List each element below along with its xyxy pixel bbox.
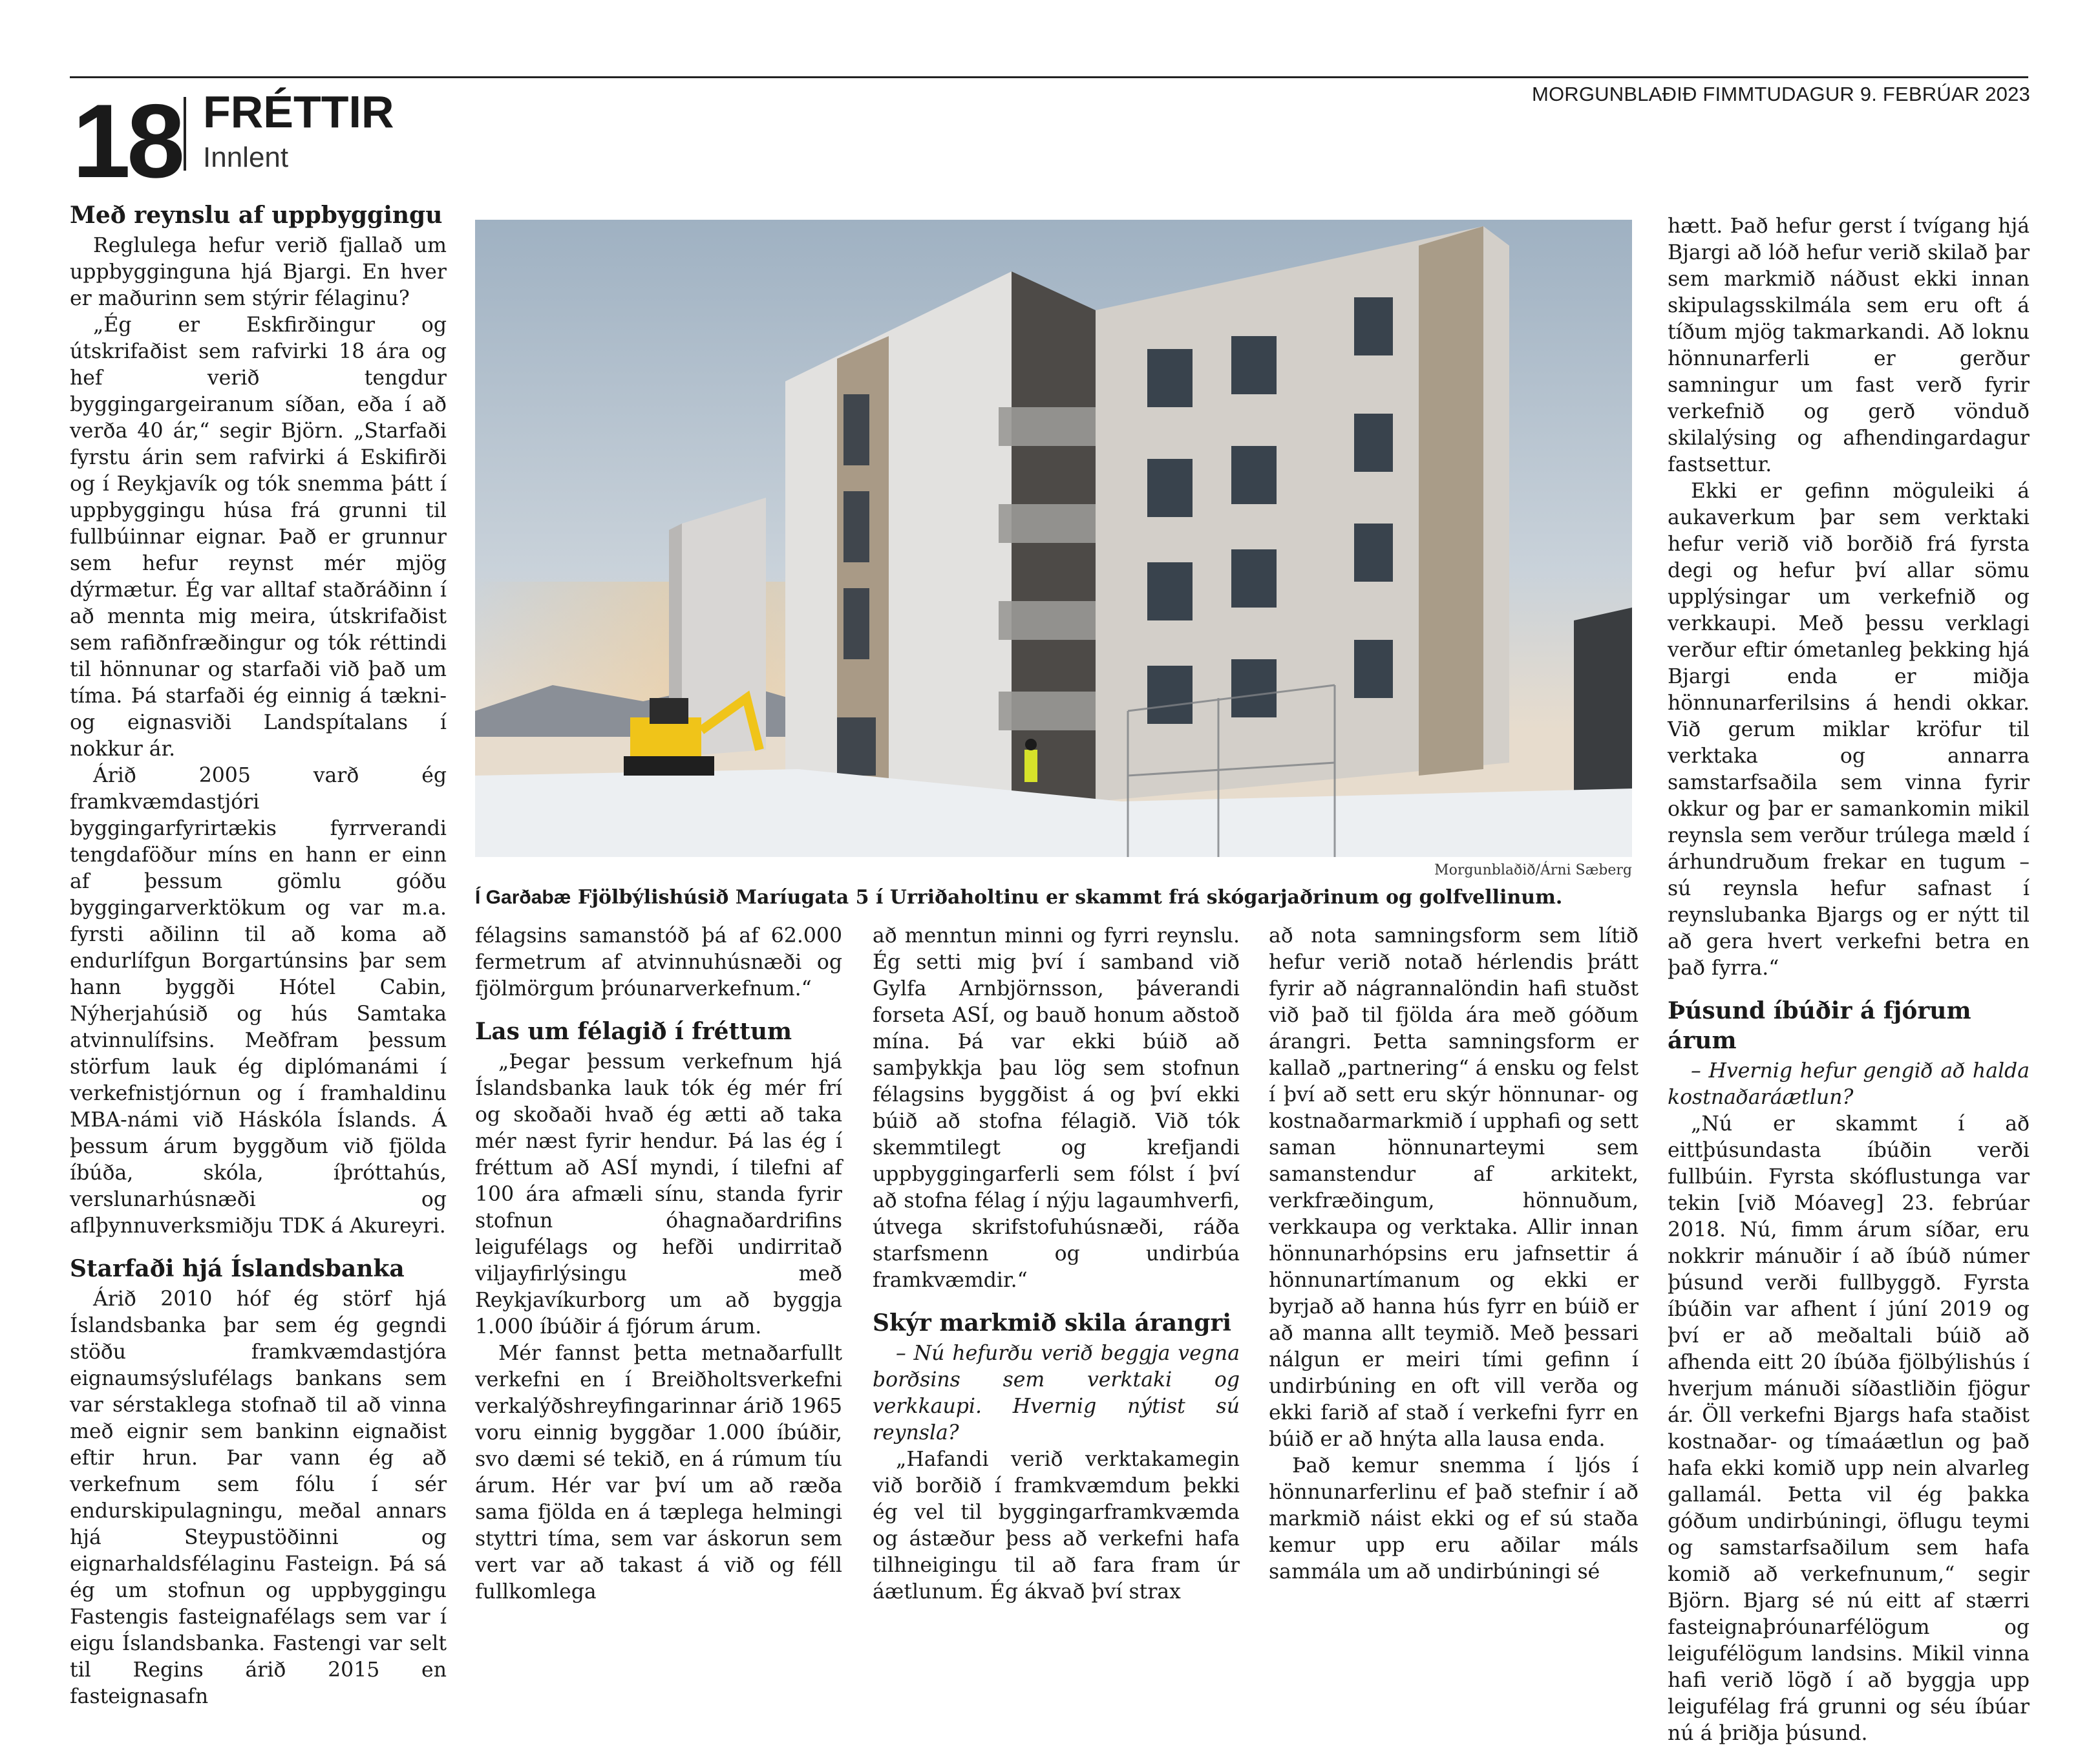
paragraph: að menntun minni og fyrri reynslu. Ég setti mig því í samband við Gylfa Arnbjörnsson, þáverandi forseta ASÍ, og bauð honum aðstoð mína. Þá var ekki búið að samþykkja þau lög sem stofnun félagsins byggðist á og því ekki búið að stofna félagið. Við tók skemmtilegt og krefjandi uppbyggingarferli sem fólst í því að stofna félag í nýju lagaumhverfi, útvega skrifstofuhúsnæði, ráða starfsmenn og undirbúa framkvæmdir.“: [873, 924, 1240, 1292]
photo-credit: Morgunblaðið/Árni Sæberg: [1434, 862, 1632, 878]
paragraph: Reglulega hefur verið fjallað um uppbygginguna hjá Bjargi. En hver er maðurinn sem stýrir félaginu?: [70, 234, 447, 310]
paragraph: Það kemur snemma í ljós í hönnunarferlinu ef það stefnir í að markmið náist ekki og ef sú staða kemur upp eru aðilar máls sammála um að undirbúningi sé: [1269, 1454, 1639, 1583]
building-photo: [475, 220, 1632, 857]
photo-caption: [475, 885, 1639, 910]
subheading: Þúsund íbúðir á fjórum árum: [1668, 997, 1971, 1054]
caption-text: Fjölbýlishúsið Maríugata 5 í Urriðaholtinu er skammt frá skógarjaðrinum og golfvellinum.: [571, 886, 1563, 909]
paragraph: „Þegar þessum verkefnum hjá Íslandsbanka lauk tók ég mér frí og skoðaði hvað ég ætti að taka mér næst fyrir hendur. Þá las ég í fréttum að ASÍ myndi, í tilefni af 100 ára afmæli sínu, standa fyrir stofnun óhagnaðardrifins leigufélags og hefði undirritað viljayfirlýsingu með Reykjavíkurborg um að byggja 1.000 íbúðir á fjórum árum.: [475, 1050, 842, 1339]
article-column-1: [70, 200, 447, 1708]
section-subtitle: Innlent: [203, 142, 289, 173]
paragraph: „Hafandi verið verktakamegin við borðið í framkvæmdum þekki ég vel til byggingarframkvæmda og ástæður þess að verkefni hafa tilhneigingu til að fara fram úr áætlunum. Ég ákvað því strax: [873, 1448, 1240, 1604]
article-column-5: [1668, 213, 2030, 1745]
paragraph: „Nú er skammt í að eittþúsundasta íbúðin verði fullbúin. Fyrsta skóflustunga var tekin [við Móaveg] 23. febrúar 2018. Nú, fimm árum síðar, eru nokkrir mánuðir í að íbúð númer þúsund verði fullbyggð. Fyrsta íbúðin var afhent í júní 2019 og því er að meðaltali búið að afhenda eitt 20 íbúða fjölbýlishús í hverjum mánuði síðastliðin fjögur ár. Öll verkefni Bjargs hafa staðist kostnaðar- og tímaáætlun og það hafa ekki komið upp nein alvarleg gallamál. Þetta vil ég þakka góðum undirbúningi, öflugu teymi og samstarfsaðilum sem hafa komið að verkefnunum,“ segir Björn. Bjarg sé nú eitt af stærri fasteignaþróunarfélögum og leigufélögum landsins. Mikil vinna hafi verið lögð í að byggja upp leigufélag frá grunni og séu íbúar nú á þriðja þúsund.: [1668, 1112, 2030, 1745]
section-title: FRÉTTIR: [203, 87, 394, 137]
subheading: Með reynslu af uppbyggingu: [70, 202, 443, 229]
masthead: MORGUNBLAÐIÐ FIMMTUDAGUR 9. FEBRÚAR 2023: [1531, 83, 2030, 105]
article-column-2: [475, 923, 842, 1604]
building-illustration: [475, 220, 1632, 857]
paragraph: Ekki er gefinn möguleiki á aukaverkum þar sem verktaki hefur verið við borðið frá fyrsta degi og hefur því allar sömu upplýsingar um verkefnið og verkkaupi. Með þessu verklagi verður eftir ómetanleg þekking hjá Bjargi enda er miðja hönnunarferilsins á hendi okkar. Við gerum miklar kröfur til verktaka og annarra samstarfsaðila sem vinna fyrir okkur og þar er samankomin mikil reynsla sem verður trúlega mæld í árhundruðum frekar en tugum – sú reynsla hefur safnast í reynslubanka Bjargs og er nýtt til að gera hvert verkefni betra en það fyrra.“: [1668, 480, 2030, 980]
paragraph: Árið 2010 hóf ég störf hjá Íslandsbanka þar sem ég gegndi stöðu framkvæmdastjóra eignaumsýslufélags bankans sem var sérstaklega stofnað til að vinna með eignir sem bankinn eignaðist eftir hrun. Þar vann ég að verkefnum sem fólu í sér endurskipulagningu, meðal annars hjá Steypustöðinni og eignarhaldsfélaginu Fasteign. Þá sá ég um stofnun og uppbyggingu Fastengis fasteignafélags sem var í eigu Íslandsbanka. Fastengi var selt til Regins árið 2015 en fasteignasafn: [70, 1287, 447, 1708]
page-number: 18: [72, 83, 182, 200]
paragraph: „Ég er Eskfirðingur og útskrifaðist sem rafvirki 18 ára og hef verið tengdur byggingargeiranum síðan, eða í að verða 40 ár,“ segir Björn. „Starfaði fyrstu árin sem rafvirki á Eskifirði og í Reykjavík og tók snemma þátt í uppbyggingu húsa frá grunni til fullbúinnar eignar. Það er grunnur sem hefur reynst mér mjög dýrmætur. Ég var alltaf staðráðinn í að mennta mig meira, útskrifaðist sem rafiðnfræðingur og tók réttindi til hönnunar og starfaði við það um tíma. Þá starfaði ég einnig á tækni- og eignasviði Landspítalans í nokkur ár.: [70, 313, 447, 761]
top-rule: [70, 76, 2028, 78]
caption-lead: Í Garðabæ: [475, 887, 571, 908]
paragraph: Mér fannst þetta metnaðarfullt verkefni en í Breiðholtsverkefni verkalýðshreyfingarinnar árið 1965 voru einnig byggðar 1.000 íbúðir, svo dæmi sé tekið, en á rúmum tíu árum. Hér var því um að ræða sama fjölda en á tæplega helmingi styttri tíma, sem var áskorun sem vert var að takast á við og féll fullkomlega: [475, 1342, 842, 1604]
interview-question: – Nú hefurðu verið beggja vegna borðsins sem verktaki og verkkaupi. Hvernig nýtist sú reynsla?: [873, 1342, 1240, 1445]
paragraph: að nota samningsform sem lítið hefur verið notað hérlendis þrátt fyrir að nágrannalöndin hafi stuðst við það til fjölda ára með góðum árangri. Þetta samningsform er kallað „partnering“ á ensku og felst í því að sett eru skýr hönnunar- og kostnaðarmarkmið í upphafi og sett saman hönnunarteymi sem samanstendur af arkitekt, verkfræðingum, hönnuðum, verkkaupa og verktaka. Allir innan hönnunarhópsins eru jafnsettir á hönnunartímanum og ekki er byrjað að hanna hús fyrr en búið er að manna allt teymið. Með þessari nálgun er meiri tími gefinn í undirbúning en oft vill verða og ekki farið af stað í verkefni fyrr en búið er að hnýta alla lausa enda.: [1269, 924, 1639, 1451]
header-divider: [184, 97, 186, 171]
subheading: Skýr markmið skila árangri: [873, 1309, 1232, 1337]
subheading: Las um félagið í fréttum: [475, 1018, 792, 1045]
interview-question: – Hvernig hefur gengið að halda kostnaðaráætlun?: [1668, 1059, 2030, 1109]
article-column-4: [1269, 923, 1639, 1583]
paragraph: hætt. Það hefur gerst í tvígang hjá Bjargi að lóð hefur verið skilað þar sem markmið náðust ekki innan skipulagsskilmála sem eru oft á tíðum mjög takmarkandi. Að loknu hönnunarferli er gerður samningur um fast verð fyrir verkefnið og gerð vönduð skilalýsing og afhendingardagur fastsettur.: [1668, 215, 2030, 476]
subheading: Starfaði hjá Íslandsbanka: [70, 1255, 405, 1282]
paragraph: Árið 2005 varð ég framkvæmdastjóri byggingarfyrirtækis fyrrverandi tengdaföður míns en hann er einn af þessum gömlu góðu byggingarverktökum og var m.a. fyrsti aðilinn til að koma að endurlífgun Borgartúnsins þar sem hann byggði Hótel Cabin, Nýherjahúsið og hús Samtaka atvinnulífsins. Meðfram þessum störfum lauk ég diplómanámi í verkefnistjórnun og í framhaldinu MBA-námi við Háskóla Íslands. Á þessum árum byggðum við fjölda íbúða, skóla, íþróttahús, verslunarhúsnæði og aflþynnuverksmiðju TDK á Akureyri.: [70, 764, 447, 1238]
paragraph: félagsins samanstóð þá af 62.000 fermetrum af atvinnuhúsnæði og fjölmörgum þróunarverkefnum.“: [475, 924, 842, 1001]
article-column-3: [873, 923, 1240, 1604]
